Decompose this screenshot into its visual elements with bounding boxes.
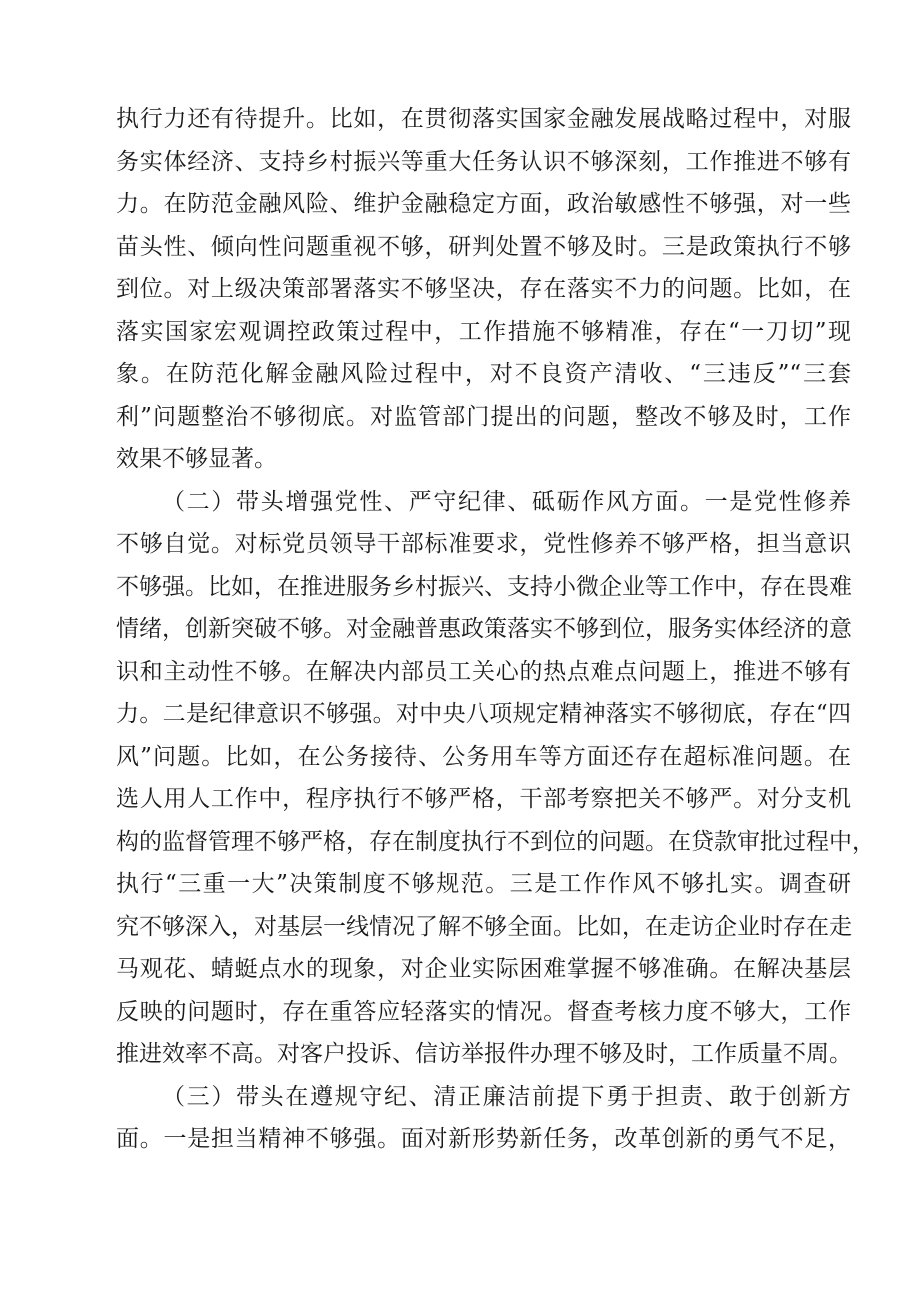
text-line: 风”问题。比如，在公务接待、公务用车等方面还存在超标准问题。在 — [116, 743, 851, 770]
text-line: 构的监督管理不够严格，存在制度执行不到位的问题。在贷款审批过程中， — [116, 828, 875, 855]
text-line: 执行力还有待提升。比如，在贯彻落实国家金融发展战略过程中，对服 — [116, 106, 851, 132]
text-line: 到位。对上级决策部署落实不够坚决，存在落实不力的问题。比如，在 — [116, 276, 851, 302]
text-line: （二）带头增强党性、严守纪律、砥砺作风方面。一是党性修养 — [162, 488, 851, 515]
text-line: 力。二是纪律意识不够强。对中央八项规定精神落实不够彻底，存在“四 — [116, 701, 851, 727]
text-line: 象。在防范化解金融风险过程中，对不良资产清收、“三违反”“三套 — [116, 361, 851, 387]
text-line: 推进效率不高。对客户投诉、信访举报件办理不够及时，工作质量不周。 — [116, 1041, 852, 1067]
text-line: 效果不够显著。 — [116, 446, 277, 472]
text-line: （三）带头在遵规守纪、清正廉洁前提下勇于担责、敢于创新方 — [162, 1083, 851, 1110]
text-line: 务实体经济、支持乡村振兴等重大任务认识不够深刻，工作推进不够有 — [116, 148, 851, 175]
text-line: 情绪，创新突破不够。对金融普惠政策落实不够到位，服务实体经济的意 — [116, 616, 852, 642]
text-line: 苗头性、倾向性问题重视不够，研判处置不够及时。三是政策执行不够 — [116, 233, 851, 260]
text-line: 反映的问题时，存在重答应轻落实的情况。督查考核力度不够大，工作 — [116, 998, 851, 1025]
text-line: 不够自觉。对标党员领导干部标准要求，党性修养不够严格，担当意识 — [116, 531, 851, 557]
text-line: 执行“三重一大”决策制度不够规范。三是工作作风不够扎实。调查研 — [116, 871, 851, 897]
text-line: 落实国家宏观调控政策过程中，工作措施不够精准，存在“一刀切”现 — [116, 318, 851, 345]
text-line: 马观花、蜻蜓点水的现象，对企业实际困难掌握不够准确。在解决基层 — [116, 956, 851, 982]
text-line: 选人用人工作中，程序执行不够严格，干部考察把关不够严。对分支机 — [116, 786, 851, 812]
text-line: 究不够深入，对基层一线情况了解不够全面。比如，在走访企业时存在走 — [116, 913, 852, 940]
text-line: 利”问题整治不够彻底。对监管部门提出的问题，整改不够及时，工作 — [116, 403, 851, 430]
text-line: 面。一是担当精神不够强。面对新形势新任务，改革创新的勇气不足， — [116, 1126, 851, 1152]
text-line: 不够强。比如，在推进服务乡村振兴、支持小微企业等工作中，存在畏难 — [116, 573, 852, 600]
text-line: 识和主动性不够。在解决内部员工关心的热点难点问题上，推进不够有 — [116, 658, 851, 685]
body-text — [116, 98, 875, 1161]
text-line: 力。在防范金融风险、维护金融稳定方面，政治敏感性不够强，对一些 — [116, 191, 851, 217]
